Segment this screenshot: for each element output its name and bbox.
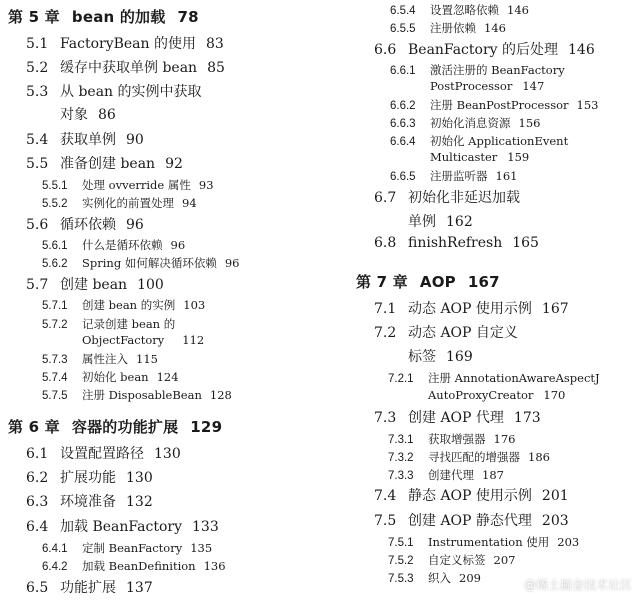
chapter-number: 第 5 章: [8, 8, 60, 26]
subsection-number: 5.7.1: [42, 300, 68, 312]
subsection-title: 加载 BeanDefinition: [82, 559, 196, 573]
section-page: 167: [541, 301, 569, 317]
subsection-number: 5.7.5: [42, 390, 68, 402]
section-page: 85: [207, 60, 225, 76]
section-number: 5.5: [26, 156, 49, 172]
section-title: 加载 BeanFactory: [60, 519, 182, 535]
subsection-title: 自定义标签: [428, 553, 486, 567]
subsection-number: 6.6.4: [390, 136, 416, 148]
toc-subsection-6-5-5: [390, 20, 506, 36]
subsection-page: 147: [522, 79, 545, 93]
subsection-title: 寻找匹配的增强器: [428, 450, 520, 464]
toc-subsection-7-5-1: [388, 534, 579, 550]
section-page: 137: [126, 580, 153, 596]
section-title: 缓存中获取单例 bean: [60, 60, 198, 76]
section-page: 169: [446, 349, 473, 365]
toc-subsection-7-3-3: [388, 467, 504, 483]
subsection-title: 什么是循环依赖: [82, 238, 163, 252]
subsection-page: 186: [528, 450, 550, 464]
toc-section-5-5: [26, 153, 183, 173]
section-title: 扩展功能: [60, 470, 116, 486]
toc-subsection-6-5-4: [390, 2, 529, 18]
section-page: 92: [165, 156, 183, 172]
chapter-title: AOP: [419, 273, 456, 291]
subsection-page: 159: [507, 150, 530, 164]
section-number: 7.1: [374, 301, 397, 317]
subsection-number: 5.7.2: [42, 319, 68, 331]
section-page: 86: [98, 107, 116, 123]
subsection-number: 6.6.1: [390, 65, 416, 77]
section-title: 静态 AOP 使用示例: [408, 488, 532, 504]
subsection-number: 5.6.1: [42, 240, 68, 252]
subsection-number: 6.6.5: [390, 171, 416, 183]
subsection-page: 112: [182, 333, 205, 347]
section-page: 100: [137, 277, 164, 293]
section-title-continued: 标签: [408, 349, 436, 365]
toc-subsection-6-6-4-continued: [430, 150, 529, 164]
section-page: 201: [541, 488, 569, 504]
subsection-page: 136: [203, 559, 226, 573]
subsection-number: 6.4.1: [42, 543, 68, 555]
subsection-page: 103: [183, 298, 206, 312]
section-title: 环境准备: [60, 494, 116, 510]
section-number: 7.5: [374, 513, 397, 529]
subsection-title: 注册 DisposableBean: [82, 388, 202, 402]
chapter-number: 第 6 章: [8, 418, 60, 436]
toc-section-7-1: [374, 298, 569, 318]
section-title: 循环依赖: [60, 217, 116, 233]
subsection-title: 记录创建 bean 的: [82, 317, 176, 331]
subsection-number: 6.6.2: [390, 100, 416, 112]
toc-subsection-5-6-2: [42, 255, 239, 271]
toc-section-6-1: [26, 443, 181, 463]
subsection-number: 7.3.2: [388, 452, 414, 464]
toc-subsection-7-2-1: [388, 370, 600, 386]
toc-chapter-7: [356, 271, 500, 292]
toc-subsection-6-6-2: [390, 97, 598, 113]
toc-subsection-6-6-1-continued: [430, 79, 544, 93]
section-number: 5.3: [26, 84, 49, 100]
chapter-title: 容器的功能扩展: [71, 418, 179, 436]
subsection-page: 161: [495, 169, 518, 183]
subsection-title: 初始化 ApplicationEvent: [430, 134, 569, 148]
subsection-page: 146: [484, 21, 506, 35]
subsection-page: 115: [136, 352, 158, 366]
section-page: 132: [126, 494, 153, 510]
section-title: 动态 AOP 自定义: [408, 325, 518, 341]
subsection-title: 初始化消息资源: [430, 116, 511, 130]
subsection-title: Spring 如何解决循环依赖: [82, 256, 217, 270]
subsection-number: 5.7.4: [42, 372, 68, 384]
section-page: 173: [513, 410, 541, 426]
section-title-continued: 单例: [408, 214, 436, 230]
section-title: 创建 bean: [60, 277, 128, 293]
subsection-page: 93: [198, 178, 214, 192]
section-title: 准备创建 bean: [60, 156, 156, 172]
toc-section-7-4: [374, 485, 569, 505]
section-number: 5.1: [26, 36, 49, 52]
subsection-number: 7.2.1: [388, 373, 414, 385]
subsection-number: 5.5.1: [42, 180, 68, 192]
section-title: 从 bean 的实例中获取: [60, 84, 202, 100]
subsection-page: 124: [156, 370, 179, 384]
subsection-title: 属性注入: [82, 352, 128, 366]
toc-section-7-5: [374, 510, 569, 530]
subsection-page: 156: [518, 116, 541, 130]
section-page: 162: [446, 214, 473, 230]
section-number: 5.7: [26, 277, 49, 293]
subsection-title: Instrumentation 使用: [428, 535, 550, 549]
section-number: 5.6: [26, 217, 49, 233]
subsection-title: 创建 bean 的实例: [82, 298, 176, 312]
subsection-page: 170: [543, 388, 566, 402]
toc-subsection-6-6-1: [390, 62, 565, 78]
toc-subsection-7-5-2: [388, 552, 515, 568]
subsection-number: 6.4.2: [42, 561, 68, 573]
subsection-title: 注册监听器: [430, 169, 488, 183]
toc-section-5-7: [26, 274, 164, 294]
toc-subsection-7-3-2: [388, 449, 550, 465]
chapter-page: 167: [467, 273, 500, 291]
section-number: 6.6: [374, 42, 397, 58]
subsection-page: 146: [507, 3, 529, 17]
section-page: 96: [126, 217, 144, 233]
toc-chapter-6: [8, 416, 222, 437]
subsection-number: 7.5.1: [388, 537, 414, 549]
toc-section-6-2: [26, 467, 153, 487]
section-number: 6.4: [26, 519, 49, 535]
subsection-number: 7.5.3: [388, 573, 414, 585]
section-number: 6.2: [26, 470, 49, 486]
toc-section-5-2: [26, 57, 225, 77]
section-number: 5.2: [26, 60, 49, 76]
subsection-page: 209: [459, 571, 481, 585]
subsection-title: 实例化的前置处理: [82, 196, 174, 210]
section-number: 7.2: [374, 325, 397, 341]
section-title: 创建 AOP 静态代理: [408, 513, 532, 529]
chapter-page: 78: [177, 8, 199, 26]
section-number: 6.5: [26, 580, 49, 596]
toc-section-5-3-continued: [60, 104, 116, 124]
toc-subsection-7-5-3: [388, 570, 481, 586]
subsection-title: 设置忽略依赖: [430, 3, 499, 17]
section-number: 5.4: [26, 132, 49, 148]
section-number: 7.4: [374, 488, 397, 504]
subsection-page: 187: [482, 468, 504, 482]
section-title: 获取单例: [60, 132, 116, 148]
toc-subsection-6-4-2: [42, 558, 226, 574]
chapter-page: 129: [190, 418, 223, 436]
section-title: 动态 AOP 使用示例: [408, 301, 532, 317]
toc-section-6-8: [374, 235, 539, 251]
section-page: 133: [192, 519, 219, 535]
subsection-title-continued: Multicaster: [430, 150, 498, 164]
toc-subsection-5-7-2: [42, 316, 175, 332]
chapter-title: bean 的加载: [71, 8, 166, 26]
section-title: finishRefresh: [408, 235, 503, 251]
toc-subsection-5-7-1: [42, 297, 205, 313]
toc-subsection-5-5-2: [42, 195, 197, 211]
subsection-title: 创建代理: [428, 468, 474, 482]
subsection-title: 获取增强器: [428, 432, 486, 446]
section-title-continued: 对象: [60, 107, 88, 123]
toc-section-5-4: [26, 129, 144, 149]
toc-subsection-5-7-3: [42, 351, 158, 367]
toc-section-6-6: [374, 39, 595, 59]
subsection-page: 96: [224, 256, 240, 270]
subsection-page: 135: [190, 541, 213, 555]
toc-section-5-1: [26, 33, 224, 53]
toc-section-5-3: [26, 81, 202, 101]
section-title: 设置配置路径: [60, 446, 144, 462]
section-title: FactoryBean 的使用: [60, 36, 196, 52]
subsection-number: 7.3.1: [388, 434, 414, 446]
section-page: 130: [126, 470, 153, 486]
toc-subsection-6-4-1: [42, 540, 212, 556]
toc-subsection-6-6-3: [390, 115, 540, 131]
toc-section-6-4: [26, 516, 219, 536]
subsection-title: 注册 AnnotationAwareAspectJ: [428, 371, 600, 385]
subsection-title: 注册依赖: [430, 21, 476, 35]
section-page: 165: [512, 235, 539, 251]
subsection-page: 153: [576, 98, 599, 112]
toc-section-7-2: [374, 322, 518, 342]
section-title: 创建 AOP 代理: [408, 410, 504, 426]
section-title: 功能扩展: [60, 580, 116, 596]
subsection-number: 6.5.4: [390, 5, 416, 17]
toc-section-6-3: [26, 491, 153, 511]
subsection-title: 激活注册的 BeanFactory: [430, 63, 565, 77]
section-number: 6.8: [374, 235, 397, 251]
subsection-page: 176: [493, 432, 516, 446]
toc-subsection-5-7-2-continued: [82, 333, 204, 347]
toc-section-6-5: [26, 577, 153, 597]
section-page: 203: [541, 513, 569, 529]
toc-subsection-5-7-4: [42, 369, 179, 385]
toc-section-6-7: [374, 187, 520, 207]
watermark: @稀土掘金技术社区: [523, 578, 632, 592]
subsection-title-continued: ObjectFactory: [82, 333, 165, 347]
subsection-page: 207: [493, 553, 516, 567]
toc-subsection-7-2-1-continued: [428, 388, 565, 402]
subsection-number: 6.6.3: [390, 118, 416, 130]
section-title: 初始化非延迟加载: [408, 190, 520, 206]
subsection-title: 注册 BeanPostProcessor: [430, 98, 569, 112]
chapter-number: 第 7 章: [356, 273, 408, 291]
subsection-number: 7.5.2: [388, 555, 414, 567]
section-number: 6.7: [374, 190, 397, 206]
toc-section-7-3: [374, 407, 541, 427]
subsection-number: 7.3.3: [388, 470, 414, 482]
section-page: 90: [126, 132, 144, 148]
subsection-title-continued: AutoProxyCreator: [428, 388, 534, 402]
section-page: 130: [154, 446, 181, 462]
subsection-number: 5.5.2: [42, 198, 68, 210]
subsection-page: 96: [170, 238, 186, 252]
toc-chapter-5: [8, 6, 199, 27]
section-title: BeanFactory 的后处理: [408, 42, 558, 58]
section-page: 83: [206, 36, 224, 52]
section-number: 7.3: [374, 410, 397, 426]
subsection-number: 5.7.3: [42, 354, 68, 366]
section-page: 146: [568, 42, 595, 58]
toc-subsection-5-5-1: [42, 177, 214, 193]
section-number: 6.3: [26, 494, 49, 510]
subsection-title: 初始化 bean: [82, 370, 149, 384]
subsection-title-continued: PostProcessor: [430, 79, 513, 93]
subsection-number: 5.6.2: [42, 258, 68, 270]
toc-subsection-7-3-1: [388, 431, 515, 447]
subsection-title: 处理 ovverride 属性: [82, 178, 191, 192]
toc-subsection-5-7-5: [42, 387, 232, 403]
toc-subsection-6-6-5: [390, 168, 517, 184]
subsection-title: 定制 BeanFactory: [82, 541, 183, 555]
toc-section-7-2-continued: [408, 346, 473, 366]
toc-subsection-6-6-4: [390, 133, 568, 149]
section-number: 6.1: [26, 446, 49, 462]
subsection-page: 203: [557, 535, 580, 549]
subsection-title: 织入: [428, 571, 451, 585]
subsection-page: 94: [182, 196, 197, 210]
subsection-number: 6.5.5: [390, 23, 416, 35]
toc-section-6-7-continued: [408, 211, 473, 231]
toc-section-5-6: [26, 214, 144, 234]
toc-subsection-5-6-1: [42, 237, 185, 253]
subsection-page: 128: [209, 388, 232, 402]
